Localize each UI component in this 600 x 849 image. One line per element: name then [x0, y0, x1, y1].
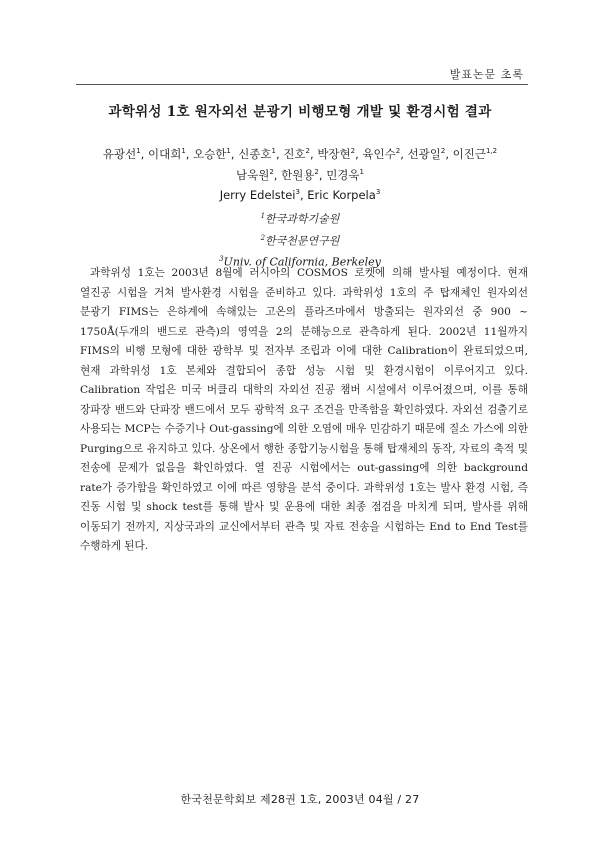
author-name: 남욱원 [235, 168, 270, 182]
author-affiliation-mark: 2 [350, 147, 356, 156]
author-affiliation-mark: 1 [136, 147, 141, 156]
affiliation-text: 한국천문연구원 [265, 234, 340, 248]
affiliation-item [0, 229, 600, 251]
page-footer: 한국천문학회보 제28권 1호, 2003년 04월 / 27 [180, 793, 420, 806]
author-name: 민경욱 [326, 168, 360, 182]
affiliation-mark: 2 [260, 233, 266, 242]
affiliation-item [0, 207, 600, 229]
author-affiliation-mark: 2 [314, 168, 319, 177]
author-line-2: 남욱원$^2$, 한원용$^2$, 민경욱$^1$ [235, 168, 364, 182]
author-name: 오승한 [193, 147, 227, 161]
author-name: 이대희 [147, 147, 182, 161]
author-name: 유광선 [102, 147, 137, 161]
author-affiliation-mark: 3 [295, 188, 300, 197]
abstract-text: 과학위성 1호는 2003년 8월에 러시아의 COSMOS 로켓에 의해 발사될 예정이다. 현재 열진공 시험을 거쳐 발사환경 시험을 준비하고 있다. 과학위성 1호의 주 탑재체인 원자외선 분광기 FIMS는 은하계에 속해있는 고온의 플라즈마에서 방출되는 원자외선 중 900 ~ 1750Å(두개의 밴드로 관측)의 영역을 2의 분해능으로 관측하게 된다. 2002년 11월까지 FIMS의 비행 모형에 대한 광학부 및 전자부 조립과 이에 대한 Calibration이 완료되었으며, 현재 과학위성 1호 본체와 결합되어 종합 성능 시험 및 환경시험이 이루어지고 있다. Calibration 작업은 미국 버클리 대학의 자외선 진공 챔버 시설에서 이루어졌으며, 이를 통해 장파장 밴드와 단파장 밴드에서 모두 광학적 요구 조건을 만족함을 확인하였다. 자외선 검출기로 사용되는 MCP는 수증기나 Out-gassing에 의한 오염에 매우 민감하기 때문에 질소 가스에 의한 Purging으로 유지하고 있다. 상온에서 행한 종합기능시험을 통해 탑재체의 동작, 자료의 축적 및 전송에 문제가 없음을 확인하였다. 열 진공 시험에서는 out-gassing에 의한 background rate가 증가함을 확인하였고 이에 따른 영향을 분석 중이다. 과학위성 1호는 발사 환경 시험, 즉 진동 시험 및 shock test를 통해 발사 및 운용에 대한 최종 점검을 마치게 되며, 발사를 위해 이동되기 전까지, 지상국과의 교신에서부터 관측 및 자료 전송을 시험하는 End to End Test를 수행하게 된다. [80, 267, 528, 552]
paper-title: 과학위성 1호 원자외선 분광기 비행모형 개발 및 환경시험 결과 [108, 104, 492, 120]
author-name: Eric Korpela [307, 188, 376, 202]
author-affiliation-mark: 2 [395, 147, 401, 156]
author-affiliation-mark: 1 [359, 168, 364, 177]
header-divider [76, 84, 528, 85]
author-affiliation-mark: 1 [226, 147, 231, 156]
author-affiliation-mark: 2 [440, 147, 446, 156]
abstract-body [80, 264, 528, 557]
author-affiliation-mark: 2 [269, 168, 274, 177]
affiliation-mark: 3 [219, 255, 224, 264]
author-affiliation-mark: 3 [375, 188, 381, 197]
author-name: 육인수 [362, 147, 396, 161]
affiliation-text: Univ. of California, Berkeley [223, 255, 381, 269]
author-affiliation-mark: 1,2 [485, 147, 498, 156]
author-name: Jerry Edelstei [219, 188, 296, 202]
author-name: 한원용 [281, 168, 315, 182]
author-name: 선광일 [407, 147, 441, 161]
author-name: 이진근 [452, 147, 486, 161]
author-affiliation-mark: 2 [305, 147, 310, 156]
affiliation-text: 한국과학기술원 [265, 212, 340, 226]
author-line-3: Jerry Edelstei$^3$, Eric Korpela$^3$ [219, 188, 381, 202]
affiliation-mark: 1 [260, 212, 266, 220]
author-affiliation-mark: 1 [271, 147, 276, 156]
section-tag: 발표논문 초록 [449, 68, 524, 81]
author-name: 신종호 [238, 147, 272, 161]
author-line-1: 유광선$^1$, 이대희$^1$, 오승한$^1$, 신종호$^1$, 진호$^2$, 박장현$^2$, 육인수$^2$, 선광일$^2$, 이진근$^{1,2}$ [102, 147, 498, 161]
author-name: 박장현 [317, 147, 351, 161]
author-name: 진호 [283, 147, 306, 161]
author-affiliation-mark: 1 [181, 147, 186, 156]
affiliations [0, 207, 600, 272]
